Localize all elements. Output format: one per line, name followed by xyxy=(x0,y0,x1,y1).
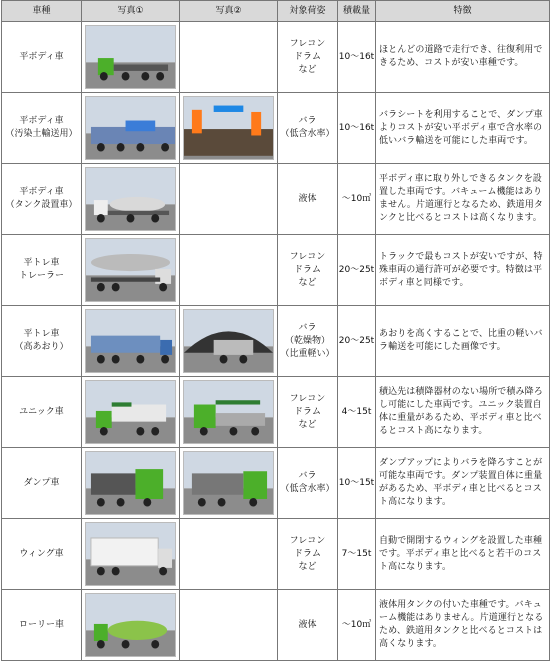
cargo-line: ドラム xyxy=(294,51,321,62)
cargo-line: 液体 xyxy=(298,193,317,204)
cell-photo1 xyxy=(82,164,180,235)
cell-photo1 xyxy=(82,590,180,661)
cell-cargo-form xyxy=(278,22,338,93)
cargo-line: フレコン xyxy=(289,393,326,404)
vehicle-type-line: ウィング車 xyxy=(19,548,64,559)
vehicle-type-line: 平ボディ車 xyxy=(19,187,64,197)
cell-photo2 xyxy=(180,93,278,164)
cell-capacity: 10～16t xyxy=(338,93,376,164)
photo1-truck-image xyxy=(85,593,176,657)
cell-vehicle-type xyxy=(2,590,82,661)
table-row xyxy=(2,235,550,306)
cargo-line: （比重軽い） xyxy=(280,348,335,359)
cell-cargo-form xyxy=(278,306,338,377)
vehicle-type-line: ローリー車 xyxy=(18,619,64,630)
vehicle-type-line: （高あおり） xyxy=(14,342,69,352)
cell-capacity: 20～25t xyxy=(338,306,376,377)
cell-photo2 xyxy=(180,377,278,448)
cargo-line: 液体 xyxy=(298,619,317,630)
photo1-truck-image xyxy=(85,96,176,160)
cargo-line: フレコン xyxy=(289,535,326,546)
cargo-line: ドラム xyxy=(294,548,321,559)
cell-vehicle-type xyxy=(2,22,82,93)
cargo-line: など xyxy=(298,561,317,572)
header-photo2: 写真② xyxy=(180,1,278,22)
cell-vehicle-type xyxy=(2,377,82,448)
cargo-line: など xyxy=(298,277,317,288)
photo1-truck-image xyxy=(85,380,176,444)
cell-photo1 xyxy=(82,22,180,93)
vehicle-type-line: 平ボディ車 xyxy=(19,116,64,126)
cell-capacity: 20～25t xyxy=(338,235,376,306)
table-row xyxy=(2,306,550,377)
truck-type-table xyxy=(1,0,550,661)
cell-vehicle-type xyxy=(2,448,82,519)
vehicle-type-line: 平ボディ車 xyxy=(19,51,64,62)
cargo-line: フレコン xyxy=(289,251,326,262)
cell-feature: バラシートを利用することで、ダンプ車よりコストが安い平ボディ車で含水率の低いバラ輸送を可能にした車両です。 xyxy=(376,93,550,164)
cargo-line: フレコン xyxy=(289,38,326,49)
table-row xyxy=(2,377,550,448)
photo2-truck-image xyxy=(183,309,274,373)
cell-cargo-form xyxy=(278,519,338,590)
cell-photo2 xyxy=(180,22,278,93)
cell-vehicle-type xyxy=(2,235,82,306)
table-row xyxy=(2,22,550,93)
cargo-line: バラ xyxy=(298,116,317,126)
cell-photo2 xyxy=(180,164,278,235)
cell-photo2 xyxy=(180,519,278,590)
header-photo1: 写真① xyxy=(82,1,180,22)
vehicle-type-line: 平トレ車 xyxy=(23,258,60,268)
header-cargo: 対象荷姿 xyxy=(278,1,338,22)
cell-feature: 自動で開閉するウィングを設置した車種です。平ボディ車と比べると若干のコスト高になります。 xyxy=(376,519,550,590)
header-feature: 特徴 xyxy=(376,1,550,22)
cell-feature: トラックで最もコストが安いですが、特殊車両の通行許可が必要です。特徴は平ボディ車と同様です。 xyxy=(376,235,550,306)
photo2-truck-image xyxy=(183,96,274,160)
cell-feature: 積込先は積降器材のない場所で積み降ろし可能にした車両です。ユニック装置自体に重量があるため、平ボディ車と比べるとコスト高になります。 xyxy=(376,377,550,448)
photo2-truck-image xyxy=(183,380,274,444)
cell-cargo-form xyxy=(278,93,338,164)
cell-capacity: ～10㎥ xyxy=(338,164,376,235)
cell-photo1 xyxy=(82,235,180,306)
cell-feature: 平ボディ車に取り外しできるタンクを設置した車両です。バキューム機能はありません。片道運行となるため、鉄道用タンクと比べるとコストは高くなります。 xyxy=(376,164,550,235)
cargo-line: など xyxy=(298,419,317,430)
photo1-truck-image xyxy=(85,25,176,89)
vehicle-type-line: ダンプ車 xyxy=(23,477,60,488)
vehicle-type-line: トレーラー xyxy=(18,271,64,281)
cell-capacity: 4～15t xyxy=(338,377,376,448)
photo1-truck-image xyxy=(85,167,176,231)
cell-vehicle-type xyxy=(2,93,82,164)
vehicle-type-line: （タンク設置車） xyxy=(5,200,78,210)
cell-vehicle-type xyxy=(2,306,82,377)
cargo-line: など xyxy=(298,64,317,75)
photo2-truck-image xyxy=(183,451,274,515)
cell-cargo-form xyxy=(278,377,338,448)
cell-cargo-form xyxy=(278,590,338,661)
cell-feature: ダンプアップによりバラを降ろすことが可能な車両です。ダンプ装置自体に重量があるため、平ボディ車と比べるとコスト高になります。 xyxy=(376,448,550,519)
cell-vehicle-type xyxy=(2,164,82,235)
table-row xyxy=(2,590,550,661)
cargo-line: （乾燥物） xyxy=(284,335,330,346)
photo1-truck-image xyxy=(85,522,176,586)
cargo-line: バラ xyxy=(298,322,317,333)
table-row xyxy=(2,93,550,164)
cargo-line: （低含水率） xyxy=(280,484,335,494)
cell-photo1 xyxy=(82,306,180,377)
cell-photo1 xyxy=(82,377,180,448)
cargo-line: バラ xyxy=(298,471,317,481)
cell-photo2 xyxy=(180,235,278,306)
vehicle-type-line: ユニック車 xyxy=(19,406,64,417)
cell-photo2 xyxy=(180,448,278,519)
cell-feature: あおりを高くすることで、比重の軽いバラ輸送を可能にした画像です。 xyxy=(376,306,550,377)
table-row xyxy=(2,448,550,519)
cell-photo1 xyxy=(82,448,180,519)
cargo-line: ドラム xyxy=(294,406,321,417)
cell-photo2 xyxy=(180,306,278,377)
vehicle-type-line: 平トレ車 xyxy=(23,329,60,339)
header-capacity: 積載量 xyxy=(338,1,376,22)
cell-capacity: 7～15t xyxy=(338,519,376,590)
photo1-truck-image xyxy=(85,309,176,373)
cell-photo1 xyxy=(82,93,180,164)
cell-cargo-form xyxy=(278,235,338,306)
cell-cargo-form xyxy=(278,164,338,235)
cargo-line: （低含水率） xyxy=(280,129,335,139)
cell-capacity: ～10㎥ xyxy=(338,590,376,661)
header-row xyxy=(2,1,550,22)
cell-vehicle-type xyxy=(2,519,82,590)
cell-capacity: 10～16t xyxy=(338,22,376,93)
photo1-truck-image xyxy=(85,238,176,302)
table-row xyxy=(2,164,550,235)
photo1-truck-image xyxy=(85,451,176,515)
cell-photo2 xyxy=(180,590,278,661)
cell-cargo-form xyxy=(278,448,338,519)
cell-feature: 液体用タンクの付いた車種です。バキューム機能はありません。片道運行となるため、鉄道用タンクと比べるとコストは高くなります。 xyxy=(376,590,550,661)
table-row xyxy=(2,519,550,590)
cell-capacity: 10～15t xyxy=(338,448,376,519)
vehicle-type-line: （汚染土輸送用） xyxy=(5,129,78,139)
cell-feature: ほとんどの道路で走行でき、往復利用できるため、コストが安い車種です。 xyxy=(376,22,550,93)
cargo-line: ドラム xyxy=(294,264,321,275)
cell-photo1 xyxy=(82,519,180,590)
header-type: 車種 xyxy=(2,1,82,22)
